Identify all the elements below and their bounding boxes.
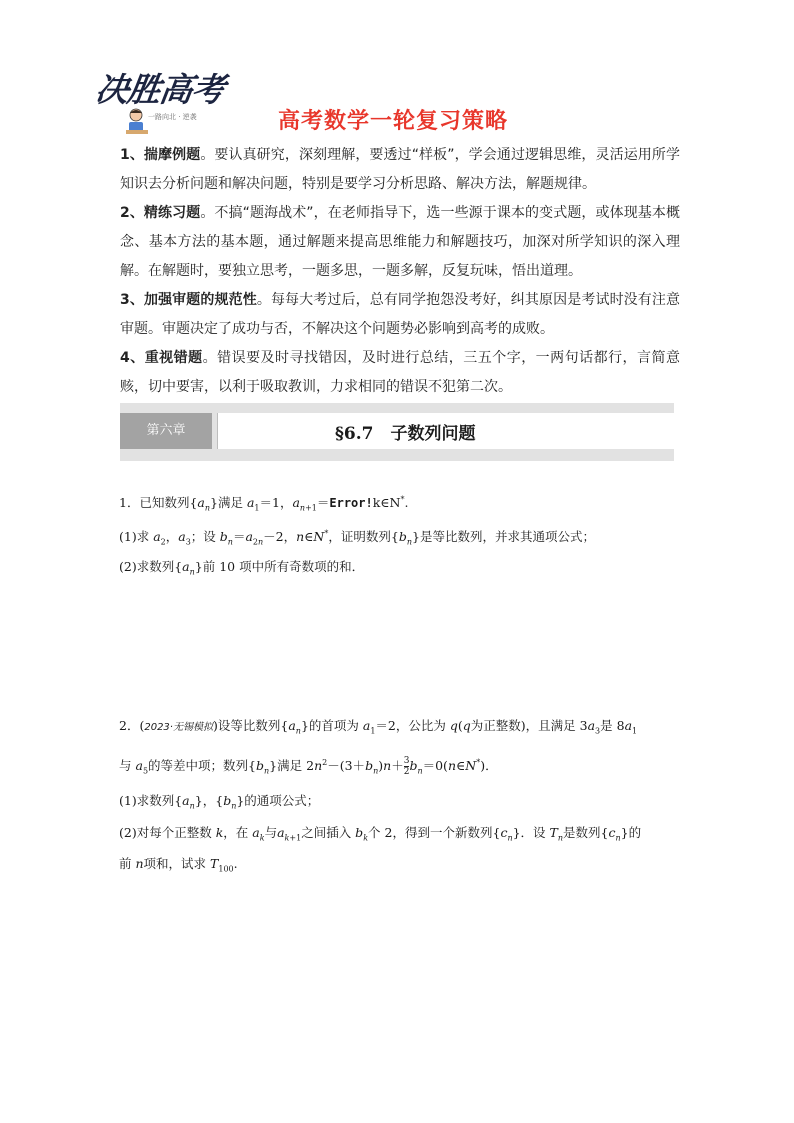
strategy-item <box>120 286 680 344</box>
problem-2 <box>119 712 679 883</box>
strategy-item <box>120 141 680 199</box>
strategy-lead: 4、重视错题 <box>120 350 203 366</box>
strategy-text: 。不搞“题海战术”，在老师指导下，选一些源于课本的变式题，或体现基本概念、基本方法的基本题，通过解题来提高思维能力和解题技巧，加深对所学知识的深入理解。在解题时，要独立思考，一题多思，一题多解，反复玩味，悟出道理。 <box>120 205 680 279</box>
strategy-list <box>120 141 680 402</box>
section-title: §6.7 子数列问题 <box>335 424 476 444</box>
strategy-text: 。要认真研究，深刻理解，要透过“样板”，学会通过逻辑思维，灵活运用所学知识去分析问题和解决问题，特别是要学习分析思路、解决方法，解题规律。 <box>120 147 680 192</box>
strategy-item <box>120 344 680 402</box>
logo-subtext: 一路向北 · 逆袭 <box>148 113 197 121</box>
strategy-lead: 3、加强审题的规范性 <box>120 292 257 308</box>
problem-2-part-2: (2)对每个正整数 k，在 $a_k$与$a_{k+1}$之间插入 $b_k$个 2，得到一个新数列$\{c_n\}$．设 $T_n$是数列$\{c_n\}$的 <box>119 824 642 843</box>
error-marker: Error! <box>329 496 373 511</box>
problem-1-stem: 1．已知数列$\{a_n\}$满足 $a_1=1$，$a_{n+1}=Error!k\in N^*$. <box>119 495 409 513</box>
page-title: 高考数学一轮复习策略 <box>278 109 509 134</box>
problem-1-part-1: (1)求 $a_2$，$a_3$；设 $b_n=a_{2n}-2$，n∈N*，证明数列$\{b_n\}$是等比数列，并求其通项公式； <box>119 528 595 547</box>
problem-2-stem-line-2: 与 $a_5$的等差中项；数列$\{b_n\}$满足 $2n^2-(3+b_n)n+$ $\frac{3}{2}$ $b_n=0(n\in N^*)$． <box>119 755 498 777</box>
brand-logo <box>90 62 227 138</box>
problem-1 <box>119 487 679 585</box>
problem-2-part-2-cont: 前 n项和，试求 $T_{100}$. <box>119 856 238 874</box>
strategy-lead: 1、揣摩例题 <box>120 147 201 163</box>
strategy-lead: 2、精练习题 <box>120 205 201 221</box>
problem-1-part-2: (2)求数列$\{a_n\}$前 10 项中所有奇数项的和． <box>119 559 365 577</box>
source-tag: 2023·无锡模拟 <box>144 722 213 733</box>
chapter-tab: 第六章 <box>120 413 212 449</box>
chapter-banner <box>120 403 674 461</box>
fraction: $\frac{3}{2}$ <box>403 755 410 777</box>
problem-2-part-1: (1)求数列$\{a_n\}$，$\{b_n\}$的通项公式； <box>119 793 320 811</box>
strategy-text: 。错误要及时寻找错因，及时进行总结，三五个字，一两句话都行，言简意赅，切中要害，以利于吸取教训，力求相同的错误不犯第二次。 <box>120 350 680 395</box>
strategy-item <box>120 199 680 286</box>
problem-2-stem-line-1: 2．(2023·无锡模拟)设等比数列$\{a_n\}$的首项为 $a_1=2$，公比为 q(q为正整数)，且满足 $3a_3$是 $8a_1$ <box>119 718 638 736</box>
strategy-text: 。每每大考过后，总有同学抱怨没考好，纠其原因是考试时没有注意审题。审题决定了成功与否，不解决这个问题势必影响到高考的成败。 <box>120 292 681 337</box>
logo-text: 决胜高考 <box>92 70 227 109</box>
